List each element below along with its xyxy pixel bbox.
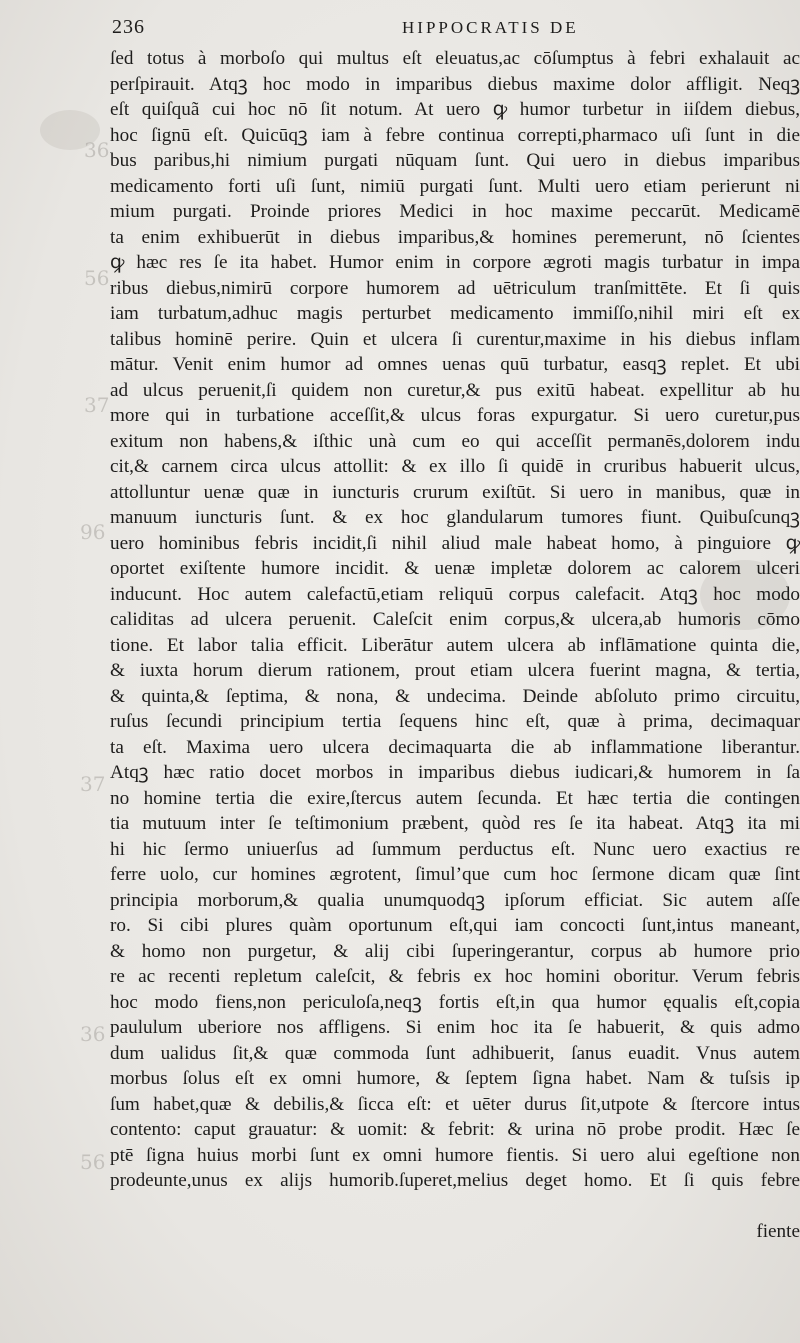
text-line: inducunt. Hoc autem calefactū,etiam reliquū corpus calefacit. Atqꝫ hoc modo — [110, 583, 800, 605]
page-number: 236 — [112, 16, 145, 38]
text-line: bus paribus,hi nimium purgati nūquam ſunt. Qui uero in diebus imparibus — [110, 150, 800, 171]
text-line: ro. Si cibi plures quàm oportunum eſt,qui iam concocti ſunt,intus maneant, — [110, 915, 800, 936]
text-line: ta enim exhibuerūt in diebus imparibus,& homines peremerunt, nō ſcientes — [110, 226, 800, 248]
text-line: principia morborum,& qualia unumquodqꝫ ipſorum efficiat. Sic autem aſſe — [110, 889, 800, 911]
text-line: & iuxta horum dierum rationem, prout etiam ulcera fuerint magna, & tertia, — [110, 660, 800, 681]
text-line: eſt quiſquã cui hoc nō ſit notum. At uero ꝙ humor turbetur in iiſdem diebus, — [110, 99, 800, 120]
text-line: talibus hominē perire. Quin et ulcera ſi curentur,maxime in his diebus inflam — [110, 328, 800, 350]
text-line — [110, 1194, 800, 1220]
margin-note: 36 — [80, 1022, 106, 1046]
text-line: no homine tertia die exire,ſtercus autem ſecunda. Et hæc tertia die contingen — [110, 787, 800, 809]
body-text — [110, 46, 800, 1245]
text-line: hi hic ſermo uniuerſus ad ſummum perductus eſt. Nunc uero exactius re — [110, 838, 800, 860]
text-line: tia mutuum inter ſe teſtimonium præbent, quòd res ſe ita habeat. Atqꝫ ita mi — [110, 813, 800, 834]
text-line: ta eſt. Maxima uero ulcera decimaquarta die ab inflammatione liberantur. — [110, 736, 800, 758]
margin-note: 56 — [84, 266, 110, 290]
margin-note: 37 — [80, 772, 106, 796]
text-line: caliditas ad ulcera peruenit. Caleſcit enim corpus,& ulcera,ab humoris cōmo — [110, 609, 800, 630]
margin-note: 36 — [84, 138, 110, 162]
text-line: attolluntur uenæ quæ in iuncturis crurum exiſtūt. Si uero in manibus, quæ in — [110, 481, 800, 503]
page-header — [112, 16, 800, 44]
text-line: paululum uberiore nos affligens. Si enim hoc ita ſe habuerit, & quis admo — [110, 1017, 800, 1038]
text-line: oportet exiſtente humore incidit. & uenæ impletæ dolorem ac calorem ulceri — [110, 558, 800, 579]
text-line: mium purgati. Proinde priores Medici in hoc maxime peccarūt. Medicamē — [110, 201, 800, 222]
text-line: tione. Et labor talia efficit. Liberātur autem ulcera ab inflāmatione quinta die, — [110, 634, 800, 656]
text-line: hoc modo fiens,non periculoſa,neqꝫ fortis eſt,in qua humor ęqualis eſt,copia — [110, 991, 800, 1013]
margin-note: 96 — [80, 520, 106, 544]
text-line: ſed totus à morboſo qui multus eſt eleuatus,ac cōſumptus à febri exhalauit ac — [110, 48, 800, 69]
text-line: iam turbatum,adhuc magis perturbet medicamento immiſſo,nihil miri eſt ex — [110, 303, 800, 324]
margin-note: 56 — [80, 1150, 106, 1174]
text-line: dum ualidus ſit,& quæ commoda ſunt adhibuerit, ſanus euadit. Vnus autem — [110, 1042, 800, 1064]
text-line: hoc ſignū eſt. Quicūqꝫ iam à febre continua correpti,pharmaco uſi ſunt in die — [110, 124, 800, 146]
text-line: ptē ſigna huius morbi ſunt ex omni humore fientis. Si uero alui egeſtione non — [110, 1144, 800, 1166]
margin-note: 37 — [84, 393, 110, 417]
text-line: re ac recenti repletum caleſcit, & febris ex hoc homini oboritur. Verum febris — [110, 966, 800, 987]
text-line: Atqꝫ hæc ratio docet morbos in imparibus diebus iudicari,& humorem in ſa — [110, 762, 800, 783]
text-line: ribus diebus,nimirū corpore humorem ad uētriculum tranſmittēte. Et ſi quis — [110, 277, 800, 299]
catchword: fiente — [756, 1221, 800, 1242]
text-line: more qui in turbatione acceſſit,& ulcus foras expurgatur. Si uero curetur,pus — [110, 405, 800, 426]
text-line: & homo non purgetur, & alij cibi ſuperingerantur, corpus ab humore prio — [110, 940, 800, 962]
text-line: exitum non habens,& iſthic unà cum eo qui acceſſit permanēs,dolorem indu — [110, 430, 800, 452]
text-line: perſpirauit. Atqꝫ hoc modo in imparibus diebus maxime dolor affligit. Neqꝫ — [110, 73, 800, 95]
text-line: ad ulcus peruenit,ſi quidem non curetur,& pus exitū habeat. expellitur ab hu — [110, 379, 800, 401]
text-line: cit,& carnem circa ulcus attollit: & ex illo ſi quidē in cruribus habuerit ulcus, — [110, 456, 800, 477]
text-line: & quinta,& ſeptima, & nona, & undecima. Deinde abſoluto primo circuitu, — [110, 685, 800, 707]
text-line: medicamento forti uſi ſunt, nimiū purgati ſunt. Multi uero etiam perierunt ni — [110, 175, 800, 197]
text-line: ſum habet,quæ & debilis,& ſicca eſt: et uēter durus ſit,utpote & ſtercore intus — [110, 1093, 800, 1115]
text-line: ruſus ſecundi principium tertia ſequens hinc eſt, quæ à prima, decimaquar — [110, 711, 800, 732]
text-line: morbus ſolus eſt ex omni humore, & ſeptem ſigna habet. Nam & tuſsis ip — [110, 1068, 800, 1089]
text-line: ferre uolo, cur homines ægrotent, ſimul’que cum hoc ſermone dicam quæ ſint — [110, 864, 800, 885]
running-head: HIPPOCRATIS DE — [402, 18, 579, 37]
text-line: contento: caput grauatur: & uomit: & febrit: & urina nō probe prodit. Hæc ſe — [110, 1119, 800, 1140]
text-line: ꝙ hæc res ſe ita habet. Humor enim in corpore ægroti magis turbatur in impa — [110, 252, 800, 273]
text-line: uero hominibus febris incidit,ſi nihil aliud male habeat homo, à pinguiore ꝙ — [110, 532, 800, 554]
text-line: manuum iuncturis ſunt. & ex hoc glandularum tumores fiunt. Quibuſcunqꝫ — [110, 507, 800, 528]
text-line: prodeunte,unus ex alijs humorib.ſuperet,melius deget homo. Et ſi quis febre — [110, 1170, 800, 1191]
text-line: mātur. Venit enim humor ad omnes uenas quū turbatur, easqꝫ replet. Et ubi — [110, 354, 800, 375]
